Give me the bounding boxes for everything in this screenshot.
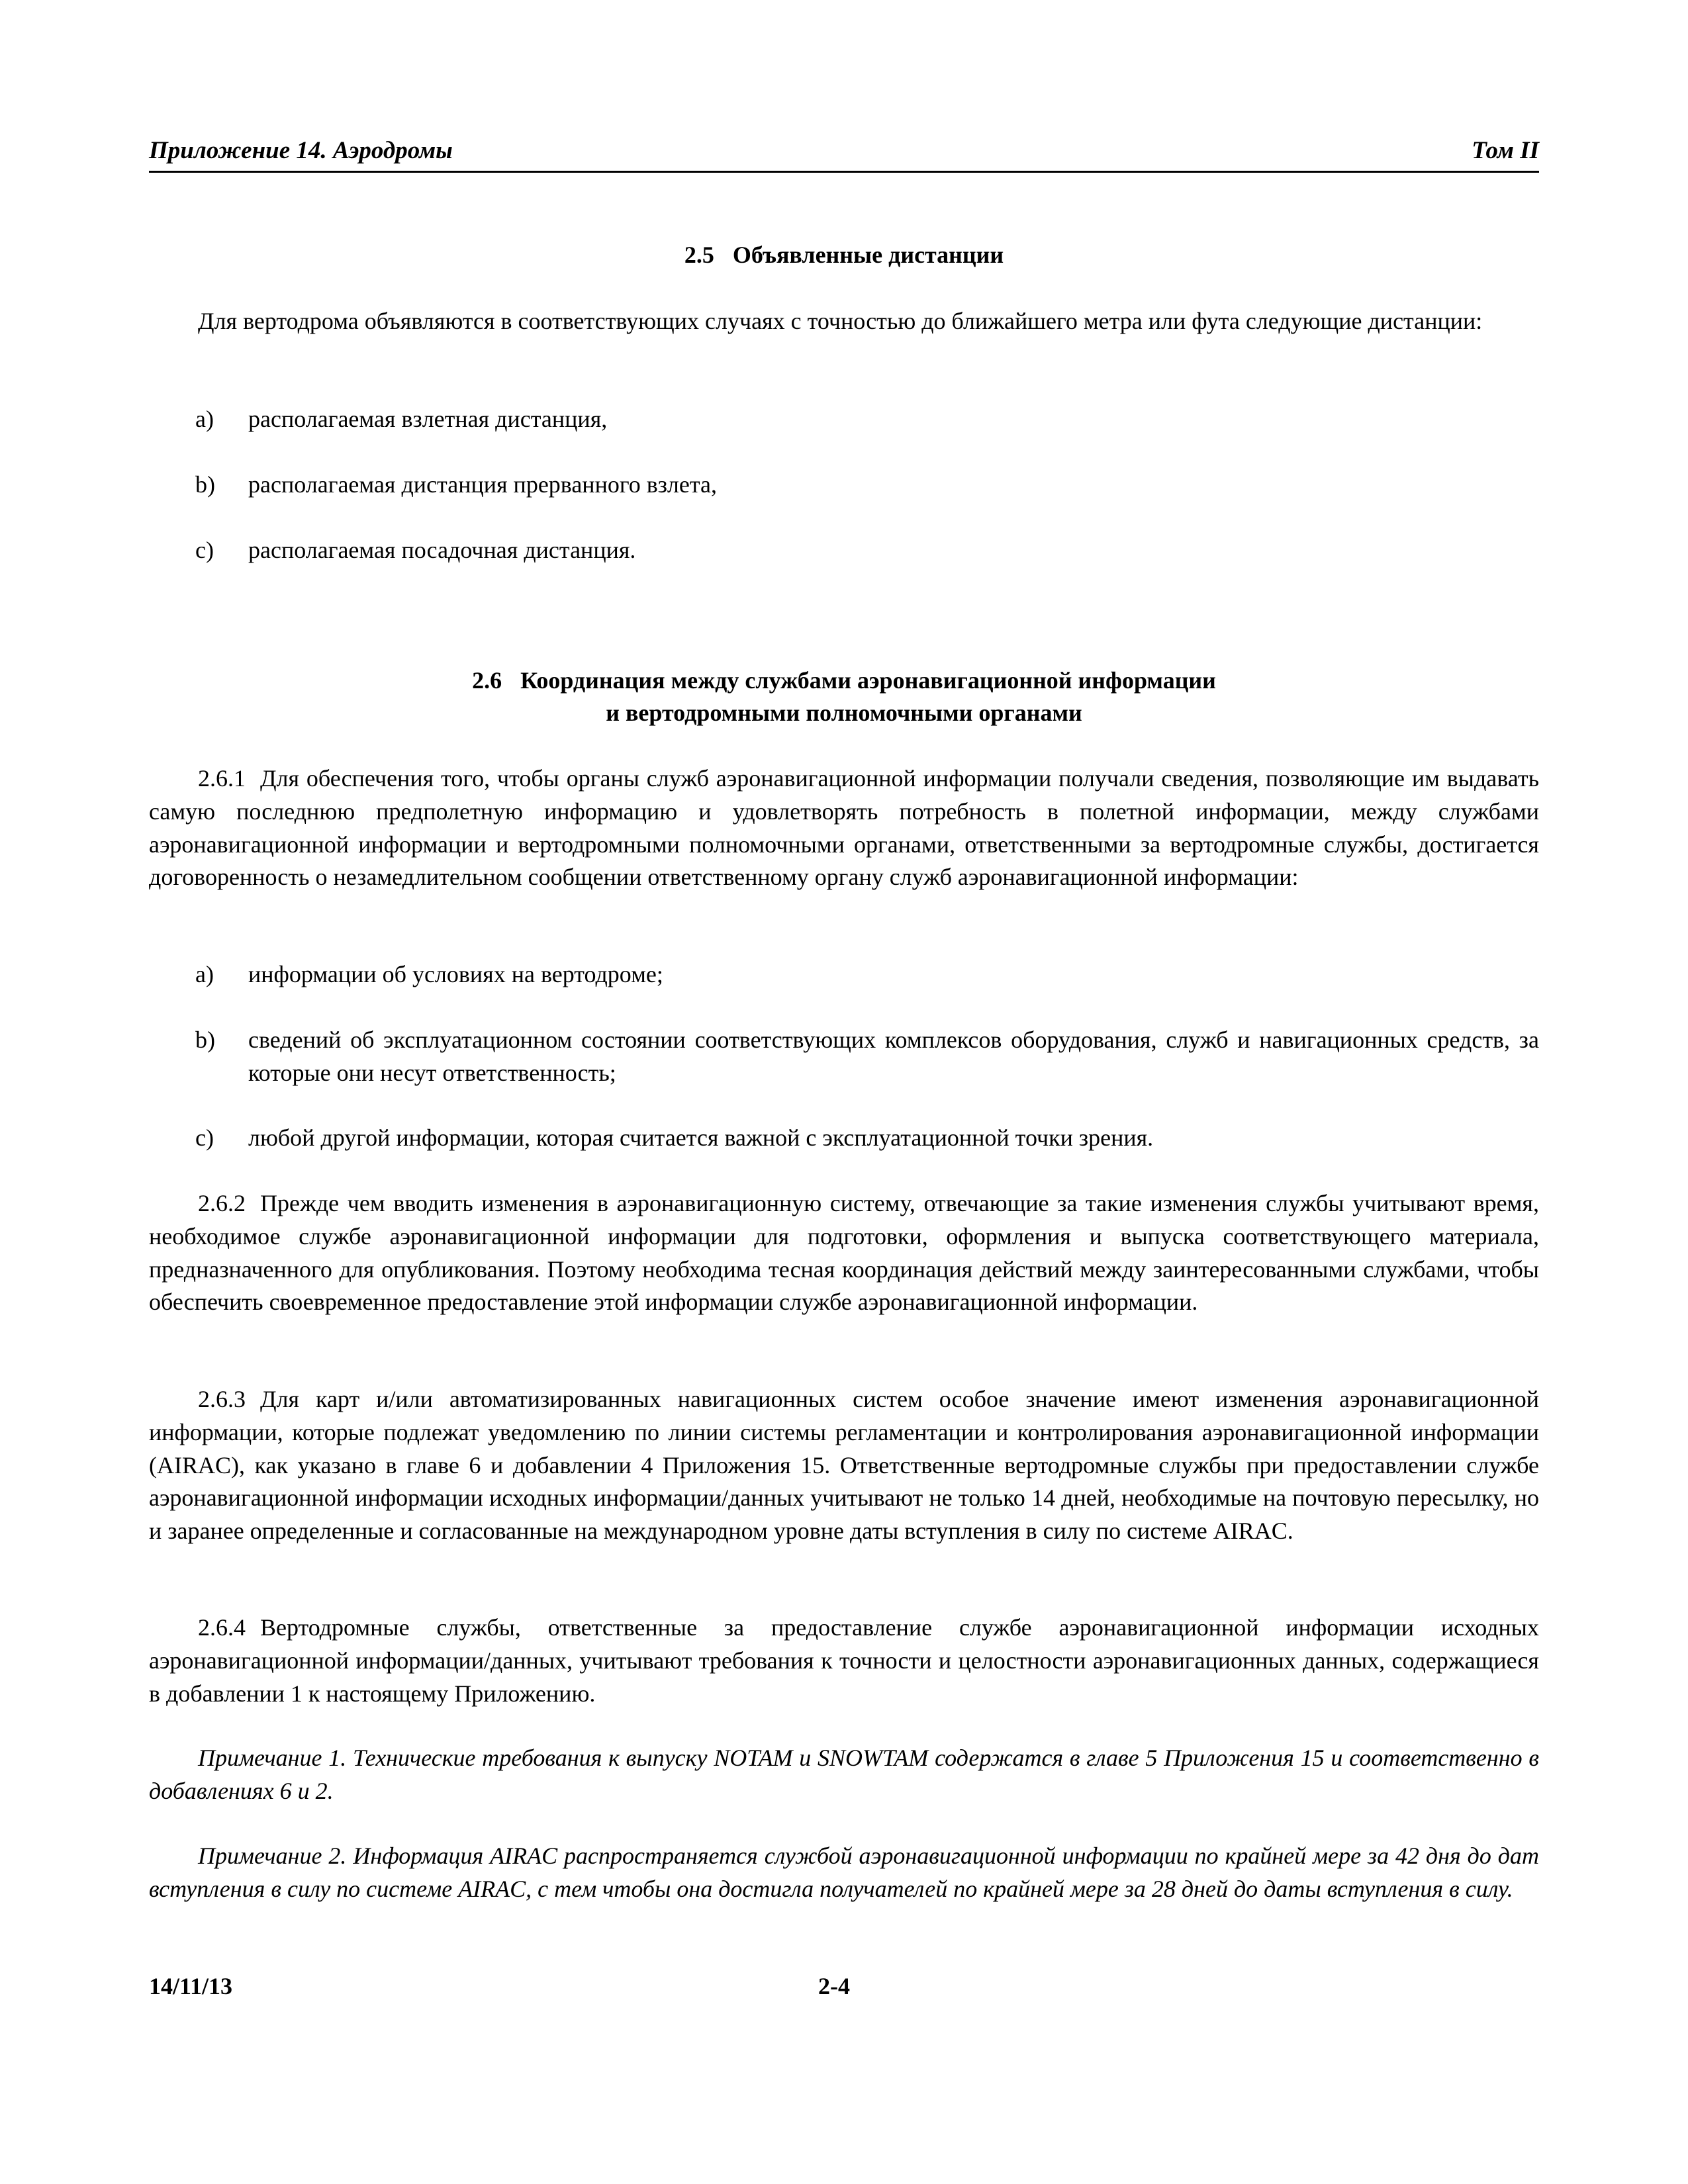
section-title-line1: Координация между службами аэронавигационной информации [520,667,1216,694]
section-2-6-heading [149,664,1539,729]
footer-page-number: 2-4 [818,1973,850,1999]
header-title: Приложение 14. Аэродромы [149,137,453,164]
section-title-line2: и вертодромными полномочными органами [606,700,1082,726]
paragraph-2-6-2: 2.6.2 Прежде чем вводить изменения в аэронавигационную систему, отвечающие за такие изменения службы учитывают время, необходимое службе аэронавигационной информации для подготовки, оформления и выпуска соответствующего материала, предназначенного для опубликования. Поэтому необходима тесная координация действий между заинтересованными службами, чтобы обеспечить своевременное предоставление этой информации службе аэронавигационной информации. [149,1190,1539,1316]
document-page: Приложение 14. Аэродромы Том II 2.5 Объявленные дистанции Для вертодрома объявляются в соответствующих случаях с точностью до ближайшего метра или фута следующие дистанции: a) располагаемая взлетная дистанция, b) располагаемая дистанция прерванного взлета, c) располагаемая посадочная дистанция. 2.6 Координация между службами аэронавигационной информации и вертодромными полномочными органами 2.6.1 Для обеспечения того, чтобы органы служб аэронавигационной информации получали сведения, позволяющие им выдавать самую последнюю предполетную информацию и удовлетворять потребность в полетной информации, между службами аэронавигационной информации и вертодромными полномочными органами, ответственными за вертодромные службы, достигается договоренность о незамедлительном сообщении ответственному органу служб аэронавигационной информации: a) информации об условиях на вертодроме; b) сведений об эксплуатационном состоянии соответствующих комплексов оборудования, служб и навигационных средств, за которые они несут ответственность; c) любой другой информации, которая считается важной с эксплуатационной точки зрения. 2.6.2 Прежде чем вводить изменения в аэронавигационную систему, отвечающие за такие изменения службы учитывают время, необходимое службе аэронавигационной информации для подготовки, оформления и выпуска соответствующего материала, предназначенного для опубликования. Поэтому необходима тесная координация действий между заинтересованными службами, чтобы обеспечить своевременное предоставление этой информации службе аэронавигационной информации. 2.6.3 Для карт и/или автоматизированных навигационных систем особое значение имеют изменения аэронавигационной информации, которые подлежат уведомлению по линии системы регламентации и контролирования аэронавигационной информации (AIRAC), как указано в главе 6 и добавлении 4 Приложения 15. Ответственные вертодромные службы при предоставлении службе аэронавигационной информации исходных информации/данных учитывают не только 14 дней, необходимые на почтовую пересылку, но и заранее определенные и согласованные на международном уровне даты вступления в силу по системе AIRAC. 2.6.4 Вертодромные службы, ответственные за предоставление службе аэронавигационной информации исходных аэронавигационной информации/данных, учитывают требования к точности и целостности аэронавигационных данных, содержащиеся в добавлении 1 к настоящему Приложению. Примечание 1. Технические требования к выпуску NOTAM и SNOWTAM содержатся в главе 5 Приложения 15 и соответственно в добавлениях 6 и 2. Примечание 2. Информация AIRAC распространяется службой аэронавигационной информации по крайней мере за 42 дня до дат вступления в силу по системе AIRAC, с тем чтобы она достигла получателей по крайней мере за 28 дней до даты вступления в силу. 14/11/13 2-4 [0,0,1688,2184]
paragraph-2-6-1: 2.6.1 Для обеспечения того, чтобы органы служб аэронавигационной информации получали сведения, позволяющие им выдавать самую последнюю предполетную информацию и удовлетворять потребность в полетной информации, между службами аэронавигационной информации и вертодромными полномочными органами, ответственными за вертодромные службы, достигается договоренность о незамедлительном сообщении ответственному органу служб аэронавигационной информации: [149,765,1539,891]
footer-date: 14/11/13 [149,1973,233,1999]
section-number: 2.6 [472,667,502,694]
note-1: Примечание 1. Технические требования к выпуску NOTAM и SNOWTAM содержатся в главе 5 Приложения 15 и соответственно в добавлениях 6 и 2. [149,1745,1539,1804]
paragraph-2-6-4: 2.6.4 Вертодромные службы, ответственные за предоставление службе аэронавигационной информации исходных аэронавигационной информации/данных, учитывают требования к точности и целостности аэронавигационных данных, содержащиеся в добавлении 1 к настоящему Приложению. [149,1614,1539,1707]
header-volume: Том II [1472,137,1539,164]
page-header [149,132,1539,173]
section-2-5-intro: Для вертодрома объявляются в соответствующих случаях с точностью до ближайшего метра или фута следующие дистанции: [198,308,1483,334]
paragraph-2-6-3: 2.6.3 Для карт и/или автоматизированных навигационных систем особое значение имеют изменения аэронавигационной информации, которые подлежат уведомлению по линии системы регламентации и контролирования аэронавигационной информации (AIRAC), как указано в главе 6 и добавлении 4 Приложения 15. Ответственные вертодромные службы при предоставлении службе аэронавигационной информации исходных информации/данных учитывают не только 14 дней, необходимые на почтовую пересылку, но и заранее определенные и согласованные на международном уровне даты вступления в силу по системе AIRAC. [149,1386,1539,1545]
note-2: Примечание 2. Информация AIRAC распространяется службой аэронавигационной информации по крайней мере за 42 дня до дат вступления в силу по системе AIRAC, с тем чтобы она достигла получателей по крайней мере за 28 дней до даты вступления в силу. [149,1843,1539,1902]
section-title: Объявленные дистанции [732,242,1004,268]
section-2-5-heading [149,239,1539,271]
section-number: 2.5 [684,242,714,268]
